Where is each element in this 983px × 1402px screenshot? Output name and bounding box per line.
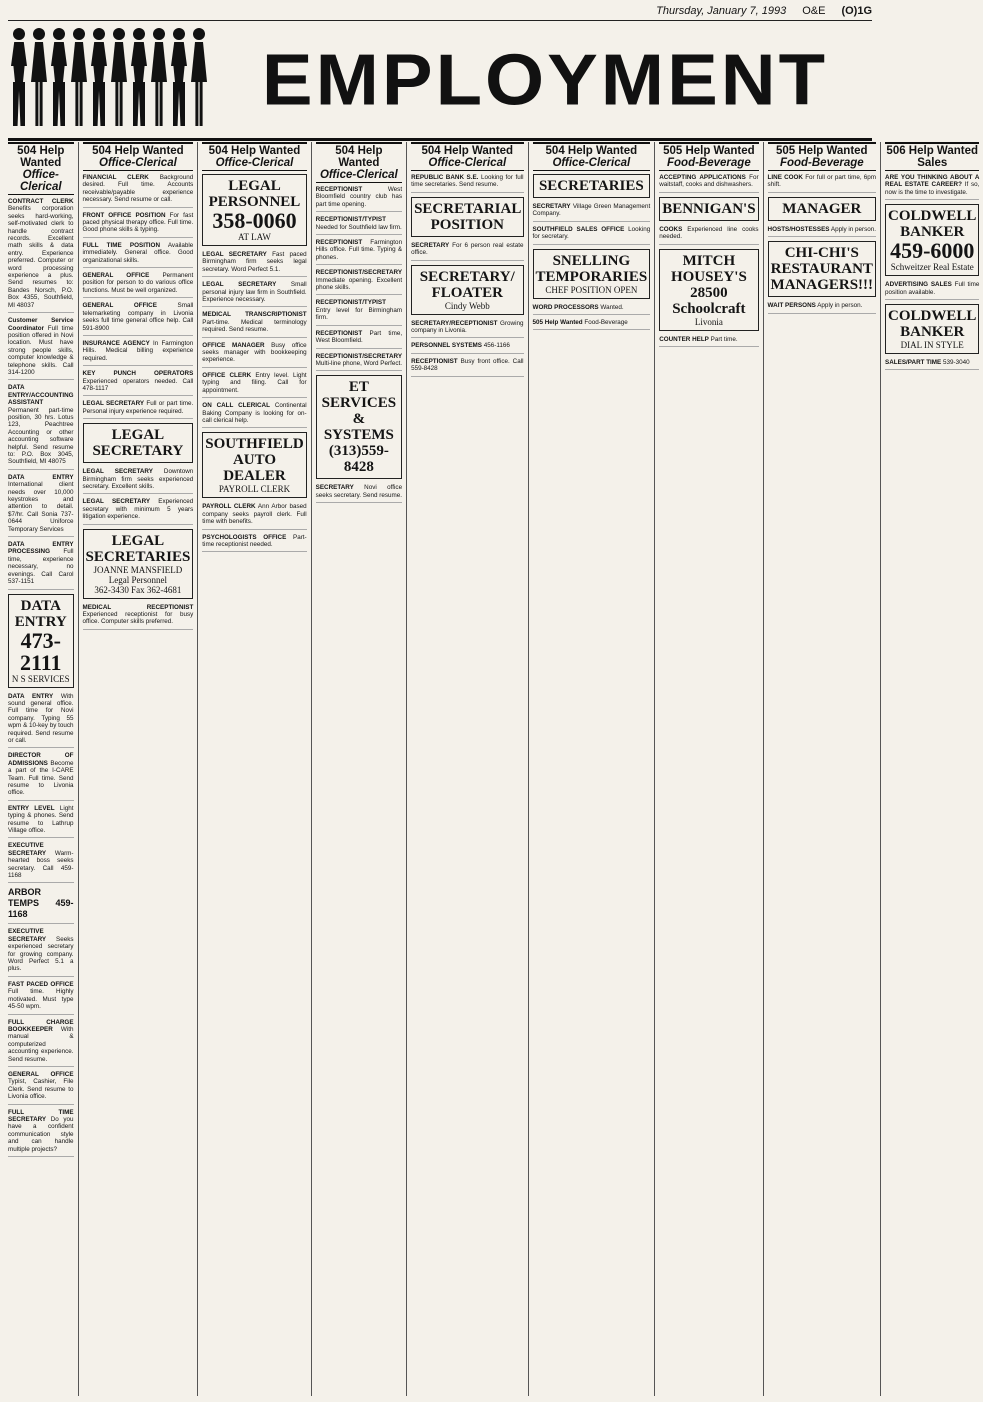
ad-title: Customer Service Coordinator <box>8 317 74 332</box>
ad-title: DATA ENTRY <box>8 473 74 481</box>
display-ad <box>83 423 194 463</box>
display-ad <box>8 594 74 688</box>
classified-ad <box>411 174 523 193</box>
classified-ad <box>411 242 523 261</box>
issue-date: Thursday, January 7, 1993 <box>656 5 787 17</box>
display-ad <box>202 432 306 498</box>
display-ad-phone: 358-0060 <box>212 208 297 233</box>
ad-body: Apply in person. <box>830 225 877 233</box>
classified-ad <box>202 503 306 529</box>
classified-column <box>197 142 310 1396</box>
ad-title: FINANCIAL CLERK <box>82 174 149 181</box>
display-ad <box>316 375 402 479</box>
ad-title: LEGAL SECRETARY <box>202 251 267 258</box>
classified-ad <box>83 272 194 298</box>
classified-ad <box>316 484 402 503</box>
ad-title: OFFICE MANAGER <box>202 341 265 349</box>
ad-title: SALES/PART TIME <box>885 359 942 367</box>
ad-title: LEGAL SECRETARY <box>82 468 153 476</box>
classified-ad <box>202 281 306 307</box>
person-icon <box>50 28 68 128</box>
ad-title: PERSONNEL SYSTEMS <box>411 342 482 350</box>
ad-body: Become a part of the I-CARE Team. Full time. Send resume to Livonia office. <box>8 759 74 797</box>
ad-body: Background desired. Full time. Accounts receivable/payable experience necessary. Send resume or call. <box>82 174 194 204</box>
ad-body: For full or part time, 6pm shift. <box>767 174 877 189</box>
page-number: (O)1G <box>841 5 872 17</box>
classified-column <box>528 142 655 1396</box>
classified-ad <box>83 212 194 238</box>
ad-body: West Bloomfield country club has part time opening. <box>315 186 403 208</box>
column-heading <box>8 142 74 195</box>
ad-body: Fast paced Birmingham firm seeks legal secretary. Word Perfect 5.1. <box>202 251 307 273</box>
person-icon <box>150 28 168 128</box>
display-ad-line: Legal Personnel <box>108 574 168 585</box>
ad-body: Typist, Cashier, File Clerk. Send resume to Livonia office. <box>8 1078 74 1101</box>
classified-ad <box>83 174 194 208</box>
ad-title: FRONT OFFICE POSITION <box>82 211 166 219</box>
ad-title: LEGAL SECRETARY <box>202 281 277 289</box>
ad-title: LEGAL SECRETARY <box>82 400 145 408</box>
classified-ad <box>8 384 74 469</box>
classified-ad <box>316 239 402 265</box>
ad-title: ACCEPTING APPLICATIONS <box>659 174 746 181</box>
ad-title: RECEPTIONIST <box>411 357 458 365</box>
heading-category: 504 Help Wanted <box>17 145 65 169</box>
classified-ad <box>8 317 74 380</box>
classified-ad <box>202 372 306 398</box>
display-ad-line: SECRETARIES <box>85 548 191 565</box>
classified-ad <box>8 981 74 1015</box>
display-ad <box>659 249 758 331</box>
ad-body: International client needs over 10,000 keystrokes and attention to detail. $7/hr. Call Sonia 737-0644 Uniforce Temporary Services <box>8 481 74 533</box>
ad-body: Village Green Management Company. <box>532 203 651 218</box>
ad-title: DATA ENTRY PROCESSING <box>8 541 74 556</box>
ad-body: Available immediately. General office. Good organizational skills. <box>82 241 194 264</box>
ad-body: Full or part time. Personal injury experience required. <box>82 400 194 415</box>
classified-ad <box>533 319 651 330</box>
classified-ad <box>411 320 523 339</box>
classified-ad <box>316 299 402 325</box>
ad-title: WAIT PERSONS <box>767 302 816 310</box>
heading-subcategory: Office-Clerical <box>19 169 62 193</box>
column-heading <box>83 142 194 171</box>
display-ad-line: CHI-CHI'S <box>784 245 859 262</box>
ad-title: DATA ENTRY/ACCOUNTING ASSISTANT <box>8 384 74 407</box>
display-ad-headline: LEGAL SECRETARY <box>92 427 184 460</box>
classified-column <box>654 142 762 1396</box>
classified-column <box>880 142 983 1396</box>
classified-column <box>8 142 78 1396</box>
heading-subcategory: Office-Clerical <box>552 157 631 169</box>
person-icon <box>190 28 208 128</box>
classified-columns <box>8 142 980 1396</box>
heading-subcategory: Office-Clerical <box>428 157 507 169</box>
ad-title: FULL CHARGE BOOKKEEPER <box>8 1018 74 1033</box>
heading-category: 504 Help Wanted <box>208 145 301 157</box>
classified-ad <box>885 281 979 300</box>
display-ad-line: CHEF POSITION OPEN <box>545 284 638 295</box>
heading-category: 504 Help Wanted <box>335 145 383 169</box>
display-ad-line: ET SERVICES & SYSTEMS <box>321 379 397 444</box>
display-ad <box>768 197 877 221</box>
ad-body: Part-time. Medical terminology required. Send resume. <box>202 318 307 334</box>
display-ad-headline: MANAGER <box>782 200 862 217</box>
display-ad-line: 362-3430 Fax 362-4681 <box>94 584 182 595</box>
ad-title: WORD PROCESSORS <box>532 303 599 311</box>
ad-body: Permanent part-time position, 30 hrs. Lotus 123, Peachtree Accounting or other accounting software helpful. Send resume to: P.O. Box 3045, Southfield, MI 48075 <box>8 406 74 466</box>
ad-title: SECRETARY <box>532 203 571 210</box>
display-ad-line: SECRETARY/ <box>419 268 515 285</box>
classified-ad <box>83 604 194 630</box>
classified-ad <box>83 340 194 366</box>
ad-title: 505 Help Wanted <box>532 319 583 327</box>
heading-subcategory: Food-Beverage <box>779 157 864 169</box>
edition: O&E <box>802 5 826 17</box>
ad-body: In Farmington Hills. Medical billing experience required. <box>82 339 194 362</box>
ad-body: If so, now is the time to investigate. <box>885 181 980 196</box>
display-ad-headline: COLDWELL BANKER <box>888 208 977 241</box>
person-icon <box>30 28 48 128</box>
classified-column <box>406 142 527 1396</box>
ad-title: DIRECTOR OF ADMISSIONS <box>8 752 74 767</box>
classified-ad <box>533 226 651 245</box>
classified-column <box>78 142 198 1396</box>
classified-ad <box>8 1071 74 1105</box>
ad-title: PAYROLL CLERK <box>202 503 256 511</box>
display-ad-headline: SECRETARIAL POSITION <box>414 200 522 233</box>
ad-title: RECEPTIONIST <box>315 329 363 337</box>
ad-body: Food-Beverage <box>584 319 628 327</box>
display-ad <box>659 197 758 221</box>
display-ad-line: DIAL IN STYLE <box>900 340 964 351</box>
ad-body: Do you have a confident communication style and can handle multiple projects? <box>8 1115 74 1153</box>
ad-body: Full time position available. <box>885 281 980 296</box>
display-ad-line: Cindy Webb <box>444 300 490 311</box>
display-ad-line: JOANNE MANSFIELD <box>93 564 183 575</box>
display-ad-line: TEMPORARIES <box>535 268 648 285</box>
ad-title: FAST PACED OFFICE <box>8 980 74 988</box>
display-ad-name: Schweitzer Real Estate <box>890 262 974 273</box>
ad-body: Full time. Highly motivated. Must type 45-50 wpm. <box>8 988 74 1011</box>
ad-title: SOUTHFIELD SALES OFFICE <box>532 225 625 233</box>
classified-ad <box>8 928 74 976</box>
display-ad-line: MITCH HOUSEY'S <box>670 252 747 285</box>
ad-title: INSURANCE AGENCY <box>82 339 150 347</box>
ad-title: ARE YOU THINKING ABOUT A REAL ESTATE CAREER? <box>885 174 980 189</box>
column-heading <box>202 142 306 171</box>
section-title: EMPLOYMENT <box>261 39 829 121</box>
ad-title: RECEPTIONIST/TYPIST <box>315 216 386 224</box>
ad-body: Benefits corporation seeks hard-working, self-motivated clerk to handle contract records. Excellent math skills & data entry. Experience preferred. Computer or word processing experience a plus. Send resumes to: Bandes Norsch, P.O. Box 4355, Southfield, MI 48037 <box>8 205 74 309</box>
display-ad-line: RESTAURANT MANAGERS!!! <box>770 261 874 294</box>
ad-title: OFFICE CLERK <box>202 371 252 379</box>
ad-body: Experienced line cooks needed. <box>659 225 759 241</box>
classified-ad <box>8 752 74 800</box>
classified-ad <box>533 304 651 315</box>
ad-body: Part time, West Bloomfield. <box>315 329 403 345</box>
ad-title: HOSTS/HOSTESSES <box>767 225 830 233</box>
display-ad-headline: SECRETARIES <box>538 178 644 194</box>
display-ad <box>411 197 523 237</box>
display-ad-line: (313)559-8428 <box>328 443 389 476</box>
heading-subcategory: Office-Clerical <box>319 169 398 181</box>
classified-ad <box>659 336 758 347</box>
ad-title: DATA ENTRY <box>8 692 54 700</box>
classified-ad <box>316 186 402 212</box>
ad-title: RECEPTIONIST/SECRETARY <box>315 352 403 360</box>
display-ad-headline: DATA ENTRY <box>14 597 67 630</box>
display-ad <box>885 204 979 276</box>
classified-ad <box>83 498 194 524</box>
heading-category: 506 Help Wanted Sales <box>886 145 979 169</box>
ad-title: MEDICAL TRANSCRIPTIONIST <box>202 311 307 319</box>
ad-title: SECRETARY <box>411 241 450 249</box>
ad-body: Busy office seeks manager with bookkeeping experience. <box>202 341 307 364</box>
display-ad-name: AT LAW <box>238 232 271 242</box>
classified-ad <box>8 1109 74 1157</box>
ad-body: With manual & computerized accounting experience. Send resume. <box>8 1025 74 1063</box>
ad-body: Growing company in Livonia. <box>411 319 524 335</box>
classified-ad <box>533 203 651 222</box>
display-ad-line: COLDWELL <box>888 308 977 325</box>
classified-ad <box>202 251 306 277</box>
ad-title: COUNTER HELP <box>659 335 709 343</box>
ad-body: Full time position offered in Novi location. Must have strong people skills, computer knowledge & telephone skills. Call 314-1200 <box>8 324 74 376</box>
ad-title: EXECUTIVE SECRETARY <box>8 842 47 857</box>
classified-ad <box>316 353 402 372</box>
display-ad-headline: BENNIGAN'S <box>662 200 756 217</box>
ad-body: Part-time receptionist needed. <box>202 533 307 548</box>
display-ad-headline: LEGAL PERSONNEL <box>208 178 301 210</box>
ad-body: Looking for full time secretaries. Send resume. <box>411 174 524 189</box>
classified-ad <box>768 302 877 313</box>
heading-category: 505 Help Wanted <box>663 145 755 157</box>
ad-body: Small telemarketing company in Livonia seeks full time general office help. Call 591-8900 <box>82 302 194 332</box>
ad-title: ENTRY LEVEL <box>8 804 55 812</box>
ad-body: Permanent position for person to do various office functions. Must be well organized. <box>82 272 194 294</box>
display-ad-line: BANKER <box>900 324 965 341</box>
classified-ad <box>316 216 402 235</box>
ad-body: Apply in person. <box>817 302 863 310</box>
display-ad-line: SOUTHFIELD <box>205 436 304 453</box>
heading-subcategory: Food-Beverage <box>667 157 751 169</box>
person-icon <box>90 28 108 128</box>
classified-ad <box>8 1019 74 1067</box>
person-icon <box>110 28 128 128</box>
heading-category: 504 Help Wanted <box>421 145 514 157</box>
ad-body: Full time, experience necessary, no evenings. Call Carol 537-1151 <box>8 548 74 586</box>
classified-ad <box>202 342 306 368</box>
ad-body: Warm-hearted boss seeks secretary. Call 459-1168 <box>8 849 74 880</box>
ad-body: Immediate opening. Excellent phone skills. <box>315 276 403 292</box>
classified-ad <box>885 359 979 370</box>
ad-title: LINE COOK <box>767 174 803 181</box>
heading-category: 505 Help Wanted <box>775 145 868 157</box>
classified-ad <box>83 302 194 336</box>
display-ad-line: Livonia <box>694 316 723 327</box>
ad-body: Downtown Birmingham firm seeks experienced secretary. Excellent skills. <box>82 468 194 490</box>
ad-title: SECRETARY/RECEPTIONIST <box>411 319 498 327</box>
ad-title: REPUBLIC BANK S.E. <box>411 174 479 181</box>
column-heading <box>316 142 402 183</box>
heading-category: 504 Help Wanted <box>545 145 638 157</box>
ad-body: Ann Arbor based company seeks payroll clerk. Full time with benefits. <box>202 503 307 526</box>
column-heading <box>885 142 979 171</box>
ad-title: GENERAL OFFICE <box>82 302 157 310</box>
ad-body: Experienced receptionist for busy office. Computer skills preferred. <box>82 611 194 626</box>
heading-subcategory: Office-Clerical <box>215 157 294 169</box>
display-ad <box>83 529 194 599</box>
classified-ad <box>202 311 306 337</box>
ad-body: Novi office seeks secretary. Send resume. <box>315 484 403 499</box>
ad-body: 539-3040 <box>943 359 970 367</box>
classified-ad <box>202 402 306 428</box>
people-silhouettes <box>10 28 208 128</box>
display-ad <box>533 174 651 198</box>
ad-title: MEDICAL RECEPTIONIST <box>82 603 194 611</box>
classified-column <box>311 142 406 1396</box>
classified-ad <box>83 400 194 419</box>
classified-ad <box>659 226 758 245</box>
ad-body: Entry level. Light typing and filing. Call for appointment. <box>202 371 307 394</box>
person-icon <box>170 28 188 128</box>
ad-body: Needed for Southfield law firm. <box>315 223 402 231</box>
display-ad-line: FLOATER <box>431 284 503 301</box>
classified-ad <box>8 805 74 839</box>
ad-title: RECEPTIONIST/SECRETARY <box>315 269 403 277</box>
classified-ad <box>316 269 402 295</box>
ad-title: RECEPTIONIST <box>315 186 363 193</box>
column-heading <box>533 142 651 171</box>
ad-body: For fast paced physical therapy office. Full time. Good phone skills & typing. <box>82 211 194 234</box>
agency-banner: ARBOR TEMPS 459-1168 <box>8 887 74 924</box>
classified-ad <box>8 198 74 313</box>
display-ad-line: SNELLING <box>552 252 631 269</box>
ad-title: FULL TIME SECRETARY <box>8 1108 74 1123</box>
ad-title: COOKS <box>659 225 683 233</box>
ad-title: FULL TIME POSITION <box>82 241 160 249</box>
classified-ad <box>8 474 74 537</box>
classified-ad <box>8 693 74 749</box>
classified-ad <box>316 330 402 349</box>
ad-title: SECRETARY <box>315 484 354 492</box>
classified-ad <box>8 842 74 883</box>
classified-ad <box>83 370 194 396</box>
display-ad <box>202 174 306 246</box>
classified-column <box>763 142 881 1396</box>
ad-body: 456-1166 <box>483 342 510 350</box>
classified-ad <box>659 174 758 193</box>
ad-title: EXECUTIVE SECRETARY <box>8 928 47 943</box>
heading-subcategory: Office-Clerical <box>99 157 177 169</box>
ad-body: Seeks experienced secretary for growing company. Word Perfect 5.1 a plus. <box>8 935 74 973</box>
ad-title: GENERAL OFFICE <box>82 272 150 280</box>
display-ad-line: AUTO DEALER <box>223 452 286 485</box>
ad-title: PSYCHOLOGISTS OFFICE <box>202 533 287 541</box>
display-ad-name: N S SERVICES <box>11 673 70 684</box>
display-ad-phone: 459-6000 <box>890 238 975 264</box>
classified-ad <box>768 174 877 193</box>
display-ad-phone: 473-2111 <box>19 627 62 675</box>
ad-body: For 6 person real estate office. <box>411 241 524 257</box>
ad-title: GENERAL OFFICE <box>8 1070 74 1078</box>
column-heading <box>411 142 523 171</box>
display-ad <box>768 241 877 297</box>
ad-body: Experienced operators needed. Call 478-1117 <box>82 377 194 392</box>
display-ad-line: 28500 Schoolcraft <box>672 284 746 317</box>
column-heading <box>768 142 877 171</box>
classified-ad <box>83 242 194 268</box>
ad-body: Farmington Hills office. Full time. Typing & phones. <box>315 239 403 261</box>
person-icon <box>130 28 148 128</box>
ad-title: CONTRACT CLERK <box>8 198 74 205</box>
ad-body: Looking for secretary. <box>532 225 651 241</box>
ad-body: Experienced secretary with minimum 5 years litigation experience. <box>82 498 194 521</box>
display-ad-line: PAYROLL CLERK <box>218 484 291 495</box>
classified-ad <box>8 541 74 589</box>
person-icon <box>70 28 88 128</box>
ad-title: ADVERTISING SALES <box>885 281 952 289</box>
ad-body: Entry level for Birmingham firm. <box>315 306 403 322</box>
classified-ad <box>411 342 523 353</box>
heading-category: 504 Help Wanted <box>92 145 184 157</box>
section-banner <box>8 22 872 141</box>
classified-ad <box>411 358 523 377</box>
ad-body: Part time. <box>710 335 738 343</box>
ad-title: KEY PUNCH OPERATORS <box>82 370 194 378</box>
display-ad <box>885 304 979 354</box>
display-ad-line: LEGAL <box>111 532 165 549</box>
person-icon <box>10 28 28 128</box>
ad-title: RECEPTIONIST <box>315 239 363 247</box>
column-heading <box>659 142 758 171</box>
display-ad <box>411 265 523 315</box>
ad-body: Light typing & phones. Send resume to Lathrup Village office. <box>8 804 74 834</box>
ad-body: Continental Baking Company is looking for on-call clerical help. <box>202 402 307 424</box>
page-header <box>8 2 872 21</box>
classified-ad <box>202 534 306 553</box>
classified-ad <box>885 174 979 200</box>
ad-title: LEGAL SECRETARY <box>82 498 151 506</box>
ad-title: ON CALL CLERICAL <box>202 402 270 410</box>
ad-body: Multi-line phone, Word Perfect. <box>315 359 402 367</box>
classified-ad <box>768 226 877 237</box>
ad-body: Small personal injury law firm in Southfield. Experience necessary. <box>202 281 307 304</box>
ad-body: For waitstaff, cooks and dishwashers. <box>659 174 759 189</box>
ad-body: Wanted. <box>600 303 624 311</box>
classified-ad <box>83 468 194 494</box>
display-ad <box>533 249 651 299</box>
ad-body: With sound general office. Full time for Novi company. Typing 55 wpm & 10-key by touch required. Send resume or call. <box>8 692 74 744</box>
ad-body: Busy front office. Call 559-8428 <box>411 357 524 373</box>
ad-title: RECEPTIONIST/TYPIST <box>315 299 386 307</box>
